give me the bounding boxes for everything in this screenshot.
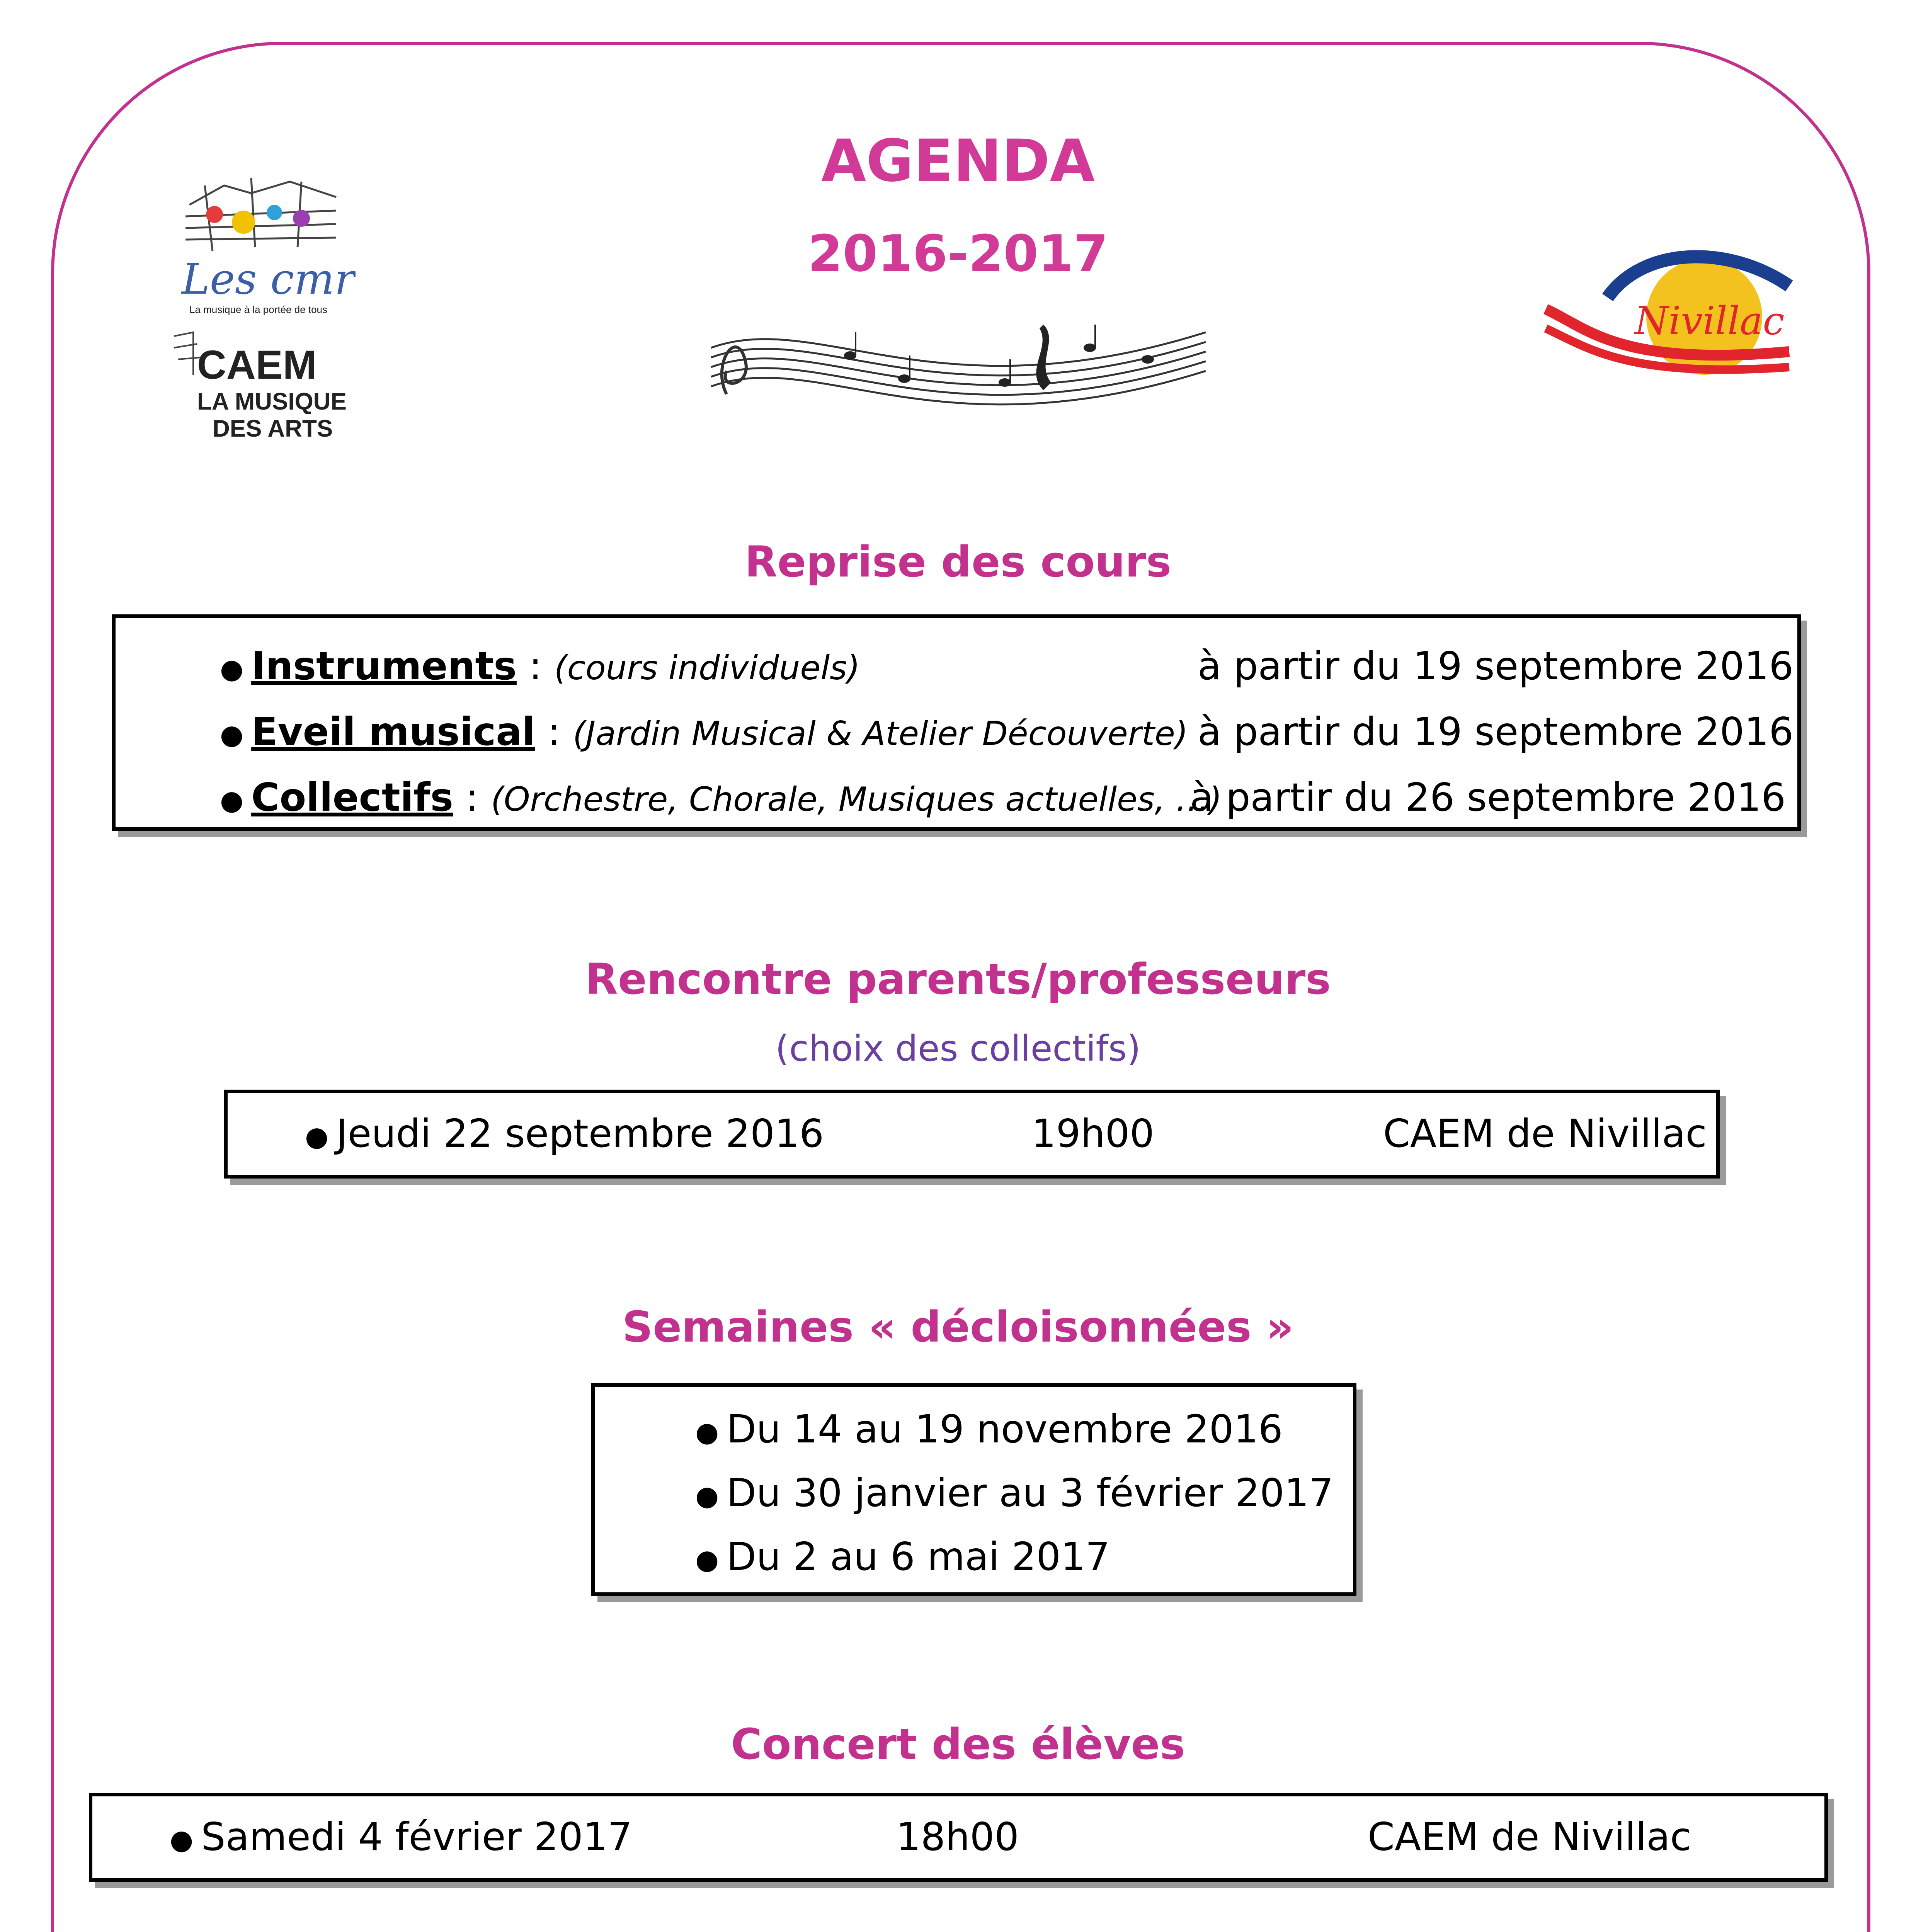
semaine-item	[595, 1528, 1353, 1586]
rencontre-row	[228, 1105, 1716, 1163]
section-title-reprise: Reprise des cours	[744, 537, 1172, 587]
reprise-row-instruments	[116, 637, 1797, 695]
reprise-note: (Orchestre, Chorale, Musiques actuelles, …)	[491, 780, 1222, 819]
event-date: Jeudi 22 septembre 2016	[336, 1111, 824, 1156]
event-date: Samedi 4 février 2017	[201, 1814, 632, 1859]
reprise-date: à partir du 19 septembre 2016	[1198, 709, 1793, 754]
section-title-rencontre: Rencontre parents/professeurs	[585, 954, 1331, 1004]
cmr-logo-text: Les cmr	[182, 254, 355, 304]
bullet-icon: ●	[305, 1120, 329, 1152]
cmr-logo-tagline: La musique à la portée de tous	[189, 304, 328, 315]
concert-box	[89, 1793, 1828, 1882]
concert-row	[92, 1808, 1824, 1866]
reprise-label: Collectifs	[251, 775, 453, 820]
semaine-dates: Du 30 janvier au 3 février 2017	[727, 1470, 1334, 1515]
bullet-icon: ●	[695, 1480, 719, 1512]
separator: :	[535, 709, 573, 754]
event-time: 18h00	[896, 1814, 1019, 1859]
reprise-date: à partir du 19 septembre 2016	[1198, 643, 1793, 689]
semaine-item	[595, 1464, 1353, 1522]
semaine-item	[595, 1400, 1353, 1458]
nivillac-logo-text: Nivillac	[1635, 298, 1785, 344]
bullet-icon: ●	[170, 1823, 194, 1855]
section-title-semaines: Semaines « décloisonnées »	[622, 1302, 1294, 1352]
page-title: AGENDA	[821, 128, 1095, 195]
bullet-icon: ●	[695, 1416, 719, 1448]
reprise-label: Eveil musical	[251, 709, 536, 754]
music-staff-decoration	[703, 301, 1213, 425]
caem-logo	[170, 321, 352, 448]
bullet-icon: ●	[220, 653, 244, 685]
bullet-icon: ●	[220, 784, 244, 816]
reprise-label: Instruments	[251, 643, 517, 689]
reprise-row-eveil	[116, 703, 1797, 761]
caem-logo-sub2: DES ARTS	[213, 415, 333, 442]
reprise-box	[112, 614, 1801, 831]
reprise-note: (Jardin Musical & Atelier Découverte)	[573, 714, 1188, 753]
rencontre-subtitle: (choix des collectifs)	[775, 1028, 1141, 1069]
event-time: 19h00	[1031, 1111, 1154, 1156]
event-place: CAEM de Nivillac	[1368, 1814, 1691, 1859]
reprise-row-collectifs	[116, 769, 1797, 827]
reprise-note: (cours individuels)	[554, 649, 860, 687]
bullet-icon: ●	[695, 1543, 719, 1575]
semaine-dates: Du 2 au 6 mai 2017	[727, 1534, 1110, 1579]
event-place: CAEM de Nivillac	[1383, 1111, 1707, 1156]
caem-logo-sub1: LA MUSIQUE	[197, 388, 347, 415]
page-year: 2016-2017	[808, 224, 1108, 283]
reprise-date: à partir du 26 septembre 2016	[1190, 775, 1786, 820]
section-title-concert: Concert des élèves	[731, 1719, 1185, 1769]
caem-logo-text: CAEM	[197, 342, 317, 388]
separator: :	[516, 643, 555, 689]
bullet-icon: ●	[220, 718, 244, 750]
semaines-box	[591, 1383, 1356, 1596]
separator: :	[453, 775, 491, 820]
rencontre-box	[224, 1090, 1720, 1179]
semaine-dates: Du 14 au 19 novembre 2016	[727, 1406, 1283, 1452]
